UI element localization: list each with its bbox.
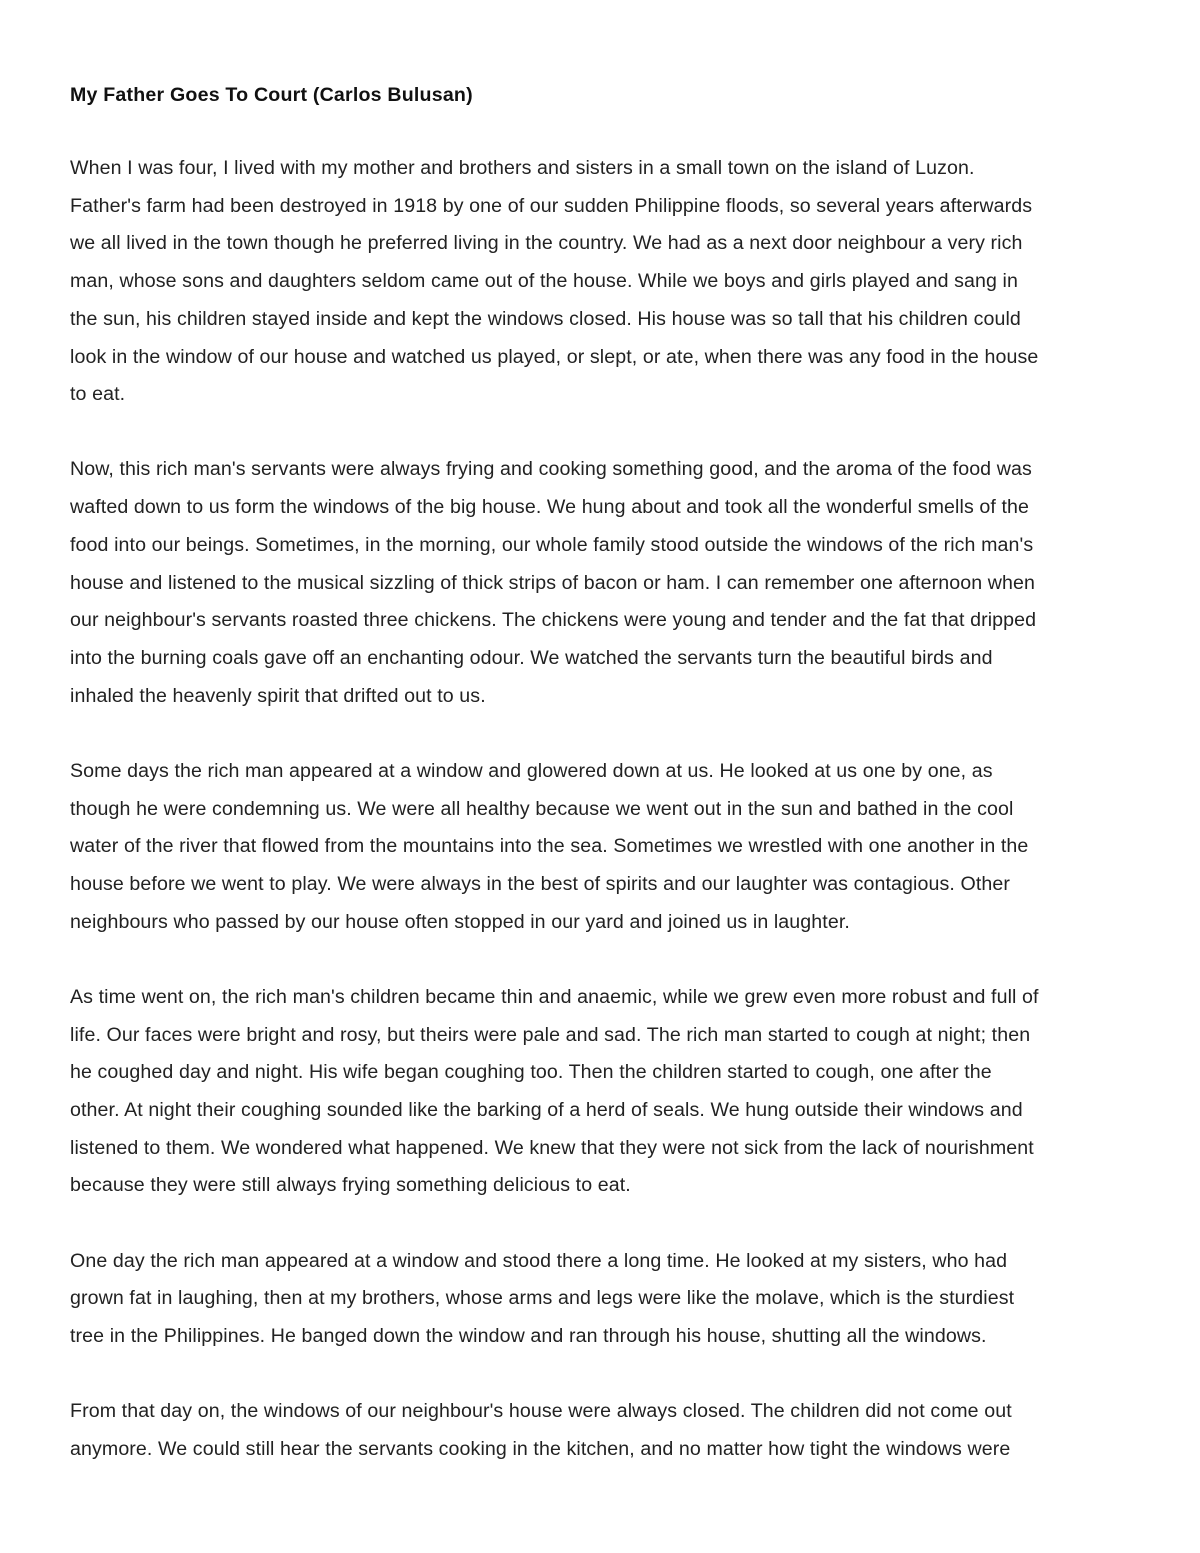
paragraph-3 [70, 753, 1132, 942]
text-line: tree in the Philippines. He banged down the window and ran through his house, shutting all the windows. [70, 1324, 987, 1347]
text-line: he coughed day and night. His wife began coughing too. Then the children started to cough, one after the [70, 1061, 992, 1084]
text-line: because they were still always frying something delicious to eat. [70, 1174, 631, 1197]
text-line: house and listened to the musical sizzling of thick strips of bacon or ham. I can remember one afternoon when [70, 571, 1035, 594]
text-line: One day the rich man appeared at a window and stood there a long time. He looked at my sisters, who had [70, 1249, 1008, 1272]
text-line: Now, this rich man's servants were always frying and cooking something good, and the aroma of the food was [70, 458, 1032, 481]
document-body [70, 76, 1132, 1506]
text-line: look in the window of our house and watched us played, or slept, or ate, when there was any food in the house [70, 345, 1039, 368]
text-line: house before we went to play. We were always in the best of spirits and our laughter was contagious. Other [70, 872, 1010, 895]
text-line: When I was four, I lived with my mother and brothers and sisters in a small town on the island of Luzon. [70, 157, 975, 179]
text-line: our neighbour's servants roasted three chickens. The chickens were young and tender and the fat that dripped [70, 609, 1037, 632]
text-line: As time went on, the rich man's children became thin and anaemic, while we grew even more robust and full of [70, 985, 1039, 1008]
text-line: grown fat in laughing, then at my brothers, whose arms and legs were like the molave, which is the sturdiest [70, 1287, 1015, 1310]
paragraph-4 [70, 979, 1132, 1205]
text-line: listened to them. We wondered what happened. We knew that they were not sick from the lack of nourishment [70, 1136, 1034, 1159]
text-line: From that day on, the windows of our neighbour's house were always closed. The children did not come out [70, 1400, 1012, 1423]
text-line: into the burning coals gave off an enchanting odour. We watched the servants turn the beautiful birds and [70, 646, 993, 669]
text-line: the sun, his children stayed inside and kept the windows closed. His house was so tall that his children could [70, 307, 1021, 330]
document-title: My Father Goes To Court (Carlos Bulusan) [70, 84, 473, 106]
text-line: Father's farm had been destroyed in 1918 by one of our sudden Philippine floods, so several years afterwards [70, 194, 1033, 217]
text-line: inhaled the heavenly spirit that drifted out to us. [70, 684, 486, 707]
text-line: food into our beings. Sometimes, in the morning, our whole family stood outside the windows of the rich man's [70, 533, 1034, 556]
text-line: Some days the rich man appeared at a window and glowered down at us. He looked at us one by one, as [70, 759, 993, 782]
text-line: anymore. We could still hear the servants cooking in the kitchen, and no matter how tight the windows were [70, 1437, 1011, 1460]
text-line: man, whose sons and daughters seldom came out of the house. While we boys and girls played and sang in [70, 270, 1018, 293]
text-line: wafted down to us form the windows of the big house. We hung about and took all the wonderful smells of the [70, 496, 1030, 519]
paragraph-6 [70, 1393, 1132, 1468]
text-line: we all lived in the town though he preferred living in the country. We had as a next door neighbour a very rich [70, 232, 1023, 255]
text-line: to eat. [70, 383, 126, 406]
text-line: neighbours who passed by our house often stopped in our yard and joined us in laughter. [70, 910, 850, 933]
text-line: other. At night their coughing sounded like the barking of a herd of seals. We hung outside their windows and [70, 1098, 1023, 1121]
text-line: though he were condemning us. We were all healthy because we went out in the sun and bathed in the cool [70, 797, 1014, 820]
paragraph-5 [70, 1243, 1132, 1356]
text-line: life. Our faces were bright and rosy, but theirs were pale and sad. The rich man started to cough at night; then [70, 1023, 1031, 1046]
paragraph-1 [70, 150, 1132, 414]
text-line: water of the river that flowed from the mountains into the sea. Sometimes we wrestled with one another in the [70, 835, 1029, 858]
paragraph-2 [70, 451, 1132, 715]
